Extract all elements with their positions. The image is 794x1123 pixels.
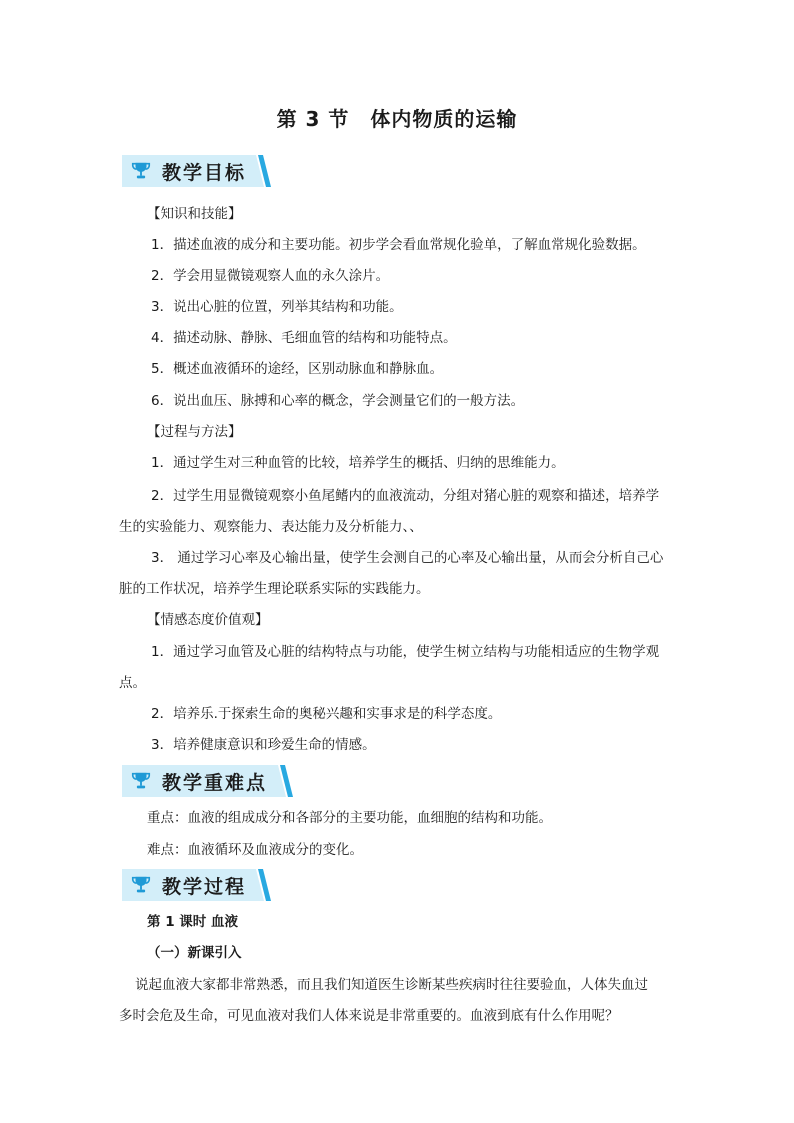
list-item: 2．培养乐.于探索生命的奥秘兴趣和实事求是的科学态度。 — [151, 706, 502, 722]
knowledge-heading: 【知识和技能】 — [147, 206, 242, 222]
list-item: 3．说出心脏的位置，列举其结构和功能。 — [151, 299, 403, 315]
method-heading: 【过程与方法】 — [147, 424, 242, 440]
lesson-title: 第 1 课时 血液 — [147, 914, 238, 930]
section-heading: 教学目标 — [162, 162, 247, 184]
key-point-important: 重点：血液的组成成分和各部分的主要功能，血细胞的结构和功能。 — [147, 810, 552, 826]
list-item-continued: 生的实验能力、观察能力、表达能力及分析能力、、 — [119, 519, 423, 535]
intro-paragraph-line: 说起血液大家都非常熟悉，而且我们知道医生诊断某些疾病时往往要验血，人体失血过 — [135, 977, 648, 993]
page-title: 第 3 节 体内物质的运输 — [276, 107, 518, 131]
step-title: （一）新课引入 — [147, 945, 242, 961]
section-banner-process — [122, 869, 272, 901]
attitude-heading: 【情感态度价值观】 — [147, 612, 269, 628]
list-item: 2．学会用显微镜观察人血的永久涂片。 — [151, 268, 390, 284]
list-item: 3．培养健康意识和珍爱生命的情感。 — [151, 737, 376, 753]
list-item: 4．描述动脉、静脉、毛细血管的结构和功能特点。 — [151, 330, 457, 346]
intro-paragraph-line: 多时会危及生命，可见血液对我们人体来说是非常重要的。血液到底有什么作用呢？ — [119, 1008, 619, 1024]
list-item: 1．通过学习血管及心脏的结构特点与功能，使学生树立结构与功能相适应的生物学观 — [151, 644, 660, 660]
section-heading: 教学过程 — [162, 876, 247, 898]
list-item: 1．通过学生对三种血管的比较，培养学生的概括、归纳的思维能力。 — [151, 455, 565, 471]
list-item: 6．说出血压、脉搏和心率的概念，学会测量它们的一般方法。 — [151, 393, 525, 409]
list-item: 5．概述血液循环的途经，区别动脉血和静脉血。 — [151, 361, 444, 377]
list-item: 2．过学生用显微镜观察小鱼尾鳍内的血液流动，分组对猪心脏的观察和描述，培养学 — [151, 488, 660, 504]
trophy-icon — [130, 770, 152, 792]
trophy-icon — [130, 874, 152, 896]
section-banner-objectives — [122, 155, 272, 187]
list-item-continued: 脏的工作状况，培养学生理论联系实际的实践能力。 — [119, 581, 430, 597]
trophy-icon — [130, 160, 152, 182]
list-item-continued: 点。 — [119, 675, 146, 691]
list-item: 1．描述血液的成分和主要功能。初步学会看血常规化验单，了解血常规化验数据。 — [151, 237, 646, 253]
section-heading: 教学重难点 — [162, 772, 268, 794]
key-point-difficult: 难点：血液循环及血液成分的变化。 — [147, 842, 363, 858]
section-banner-key-points — [122, 765, 294, 797]
list-item: 3． 通过学习心率及心输出量，使学生会测自己的心率及心输出量，从而会分析自己心 — [151, 550, 664, 566]
